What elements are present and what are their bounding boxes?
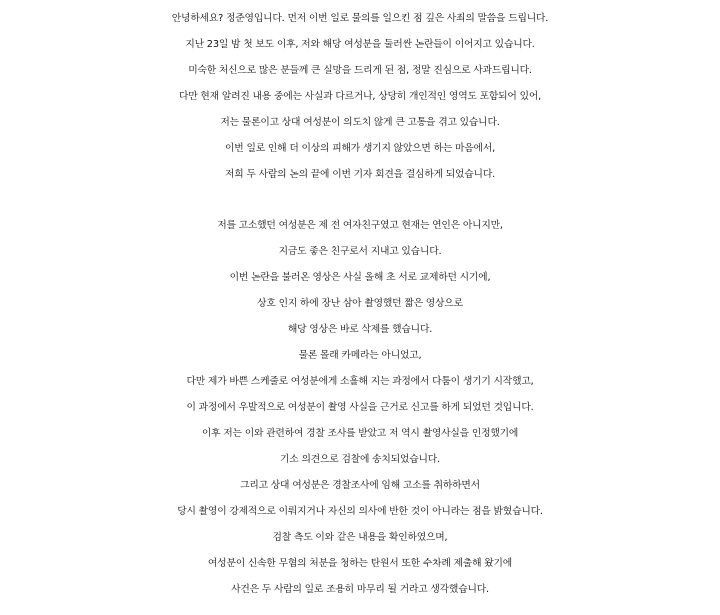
statement-line: 이번 논란을 불러온 영상은 사실 올해 초 서로 교제하던 시기에, <box>229 272 491 283</box>
statement-line: 기소 의견으로 검찰에 송치되었습니다. <box>280 454 440 465</box>
statement-line: 이후 저는 이와 관련하여 경찰 조사를 받았고 저 역시 촬영사실을 인정했기에 <box>201 428 519 439</box>
statement-line: 저희 두 사람의 논의 끝에 이번 기자 회견을 결심하게 되었습니다. <box>225 169 495 180</box>
statement-line: 안녕하세요? 정준영입니다. 먼저 이번 일로 물의를 일으킨 점 깊은 사죄의 말씀을 드립니다. <box>171 13 549 24</box>
statement-line: 다만 제가 바쁜 스케줄로 여성분에게 소홀해 지는 과정에서 다툼이 생기기 시작했고, <box>186 376 534 387</box>
statement-line: 이번 일로 인해 더 이상의 피해가 생기지 않았으면 하는 마음에서, <box>225 143 495 154</box>
statement-line: 다만 현재 알려진 내용 중에는 사실과 다르거나, 상당히 개인적인 영역도 포함되어 있어, <box>178 91 542 102</box>
statement-line: 그리고 상대 여성분은 경찰조사에 임해 고소를 취하하면서 <box>240 480 480 491</box>
statement-line: 물론 몰래 카메라는 아니었고, <box>298 350 422 361</box>
statement-line: 미숙한 처신으로 많은 분들께 큰 실망을 드리게 된 점, 정말 진심으로 사과드립니다. <box>188 65 532 76</box>
statement-line: 저는 물론이고 상대 여성분이 의도치 않게 큰 고통을 겪고 있습니다. <box>220 117 500 128</box>
statement-line: 사건은 두 사람의 일로 조용히 마무리 될 거라고 생각했습니다. <box>231 584 489 595</box>
statement-line: 여성분이 신속한 무혐의 처분을 청하는 탄원서 또한 수차례 제출해 왔기에 <box>207 558 513 569</box>
paragraph-spacer <box>0 188 720 213</box>
statement-line: 해당 영상은 바로 삭제를 했습니다. <box>287 324 433 335</box>
statement-line: 지금도 좋은 친구로서 지내고 있습니다. <box>278 246 442 257</box>
statement-paragraph-2 <box>0 213 720 603</box>
statement-line: 당시 촬영이 강제적으로 이뤄지거나 자신의 의사에 반한 것이 아니라는 점을 밝혔습니다. <box>177 506 543 517</box>
statement-paragraph-1 <box>0 6 720 188</box>
statement-line: 상호 인지 하에 장난 삼아 촬영했던 짧은 영상으로 <box>257 298 463 309</box>
statement-line: 이 과정에서 우발적으로 여성분이 촬영 사실을 근거로 신고를 하게 되었던 것입니다. <box>186 402 534 413</box>
statement-line: 지난 23일 밤 첫 보도 이후, 저와 해당 여성분을 둘러싼 논란들이 이어지고 있습니다. <box>185 39 535 50</box>
statement-line: 검찰 측도 이와 같은 내용을 확인하였으며, <box>272 532 448 543</box>
statement-line: 저를 고소했던 여성분은 제 전 여자친구였고 현재는 연인은 아니지만, <box>217 220 503 231</box>
